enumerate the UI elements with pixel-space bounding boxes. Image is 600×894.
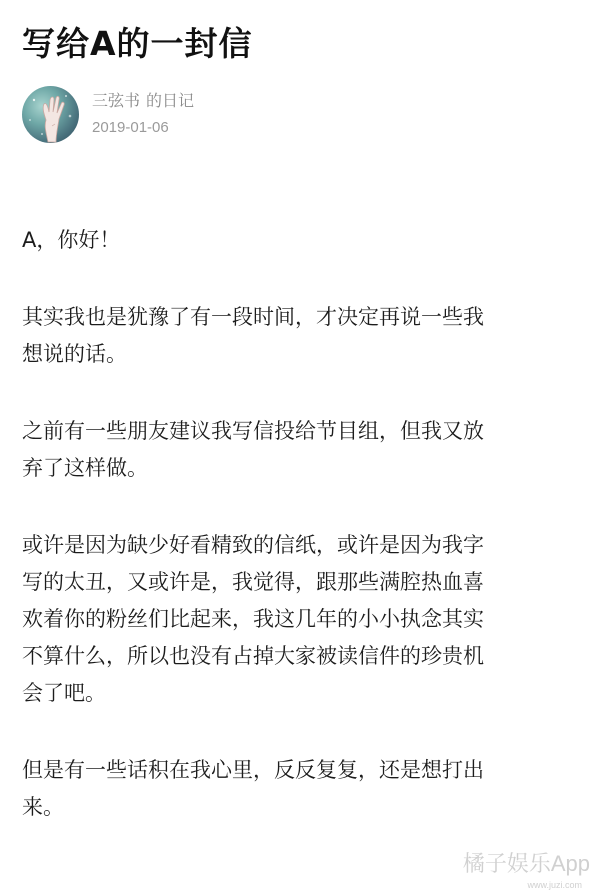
avatar[interactable] bbox=[22, 86, 79, 143]
article-paragraph bbox=[22, 527, 582, 712]
paragraph-line: 弃了这样做。 bbox=[22, 456, 148, 480]
hand-illustration-icon bbox=[22, 86, 79, 143]
publish-date: 2019-01-06 bbox=[92, 119, 169, 136]
article-paragraph bbox=[22, 413, 582, 487]
article-paragraph bbox=[22, 752, 582, 826]
author-meta bbox=[92, 90, 194, 138]
paragraph-line: 不算什么，所以也没有占掉大家被读信件的珍贵机 bbox=[22, 644, 484, 668]
paragraph-line: 或许是因为缺少好看精致的信纸，或许是因为我字 bbox=[22, 533, 484, 557]
paragraph-line: 其实我也是犹豫了有一段时间，才决定再说一些我 bbox=[22, 305, 484, 329]
paragraph-line: 会了吧。 bbox=[22, 681, 106, 705]
author-name[interactable]: 三弦书 bbox=[92, 91, 141, 110]
author-line bbox=[92, 90, 194, 112]
watermark-logo: 橘子娱乐App bbox=[462, 851, 590, 876]
paragraph-line: 但是有一些话积在我心里，反反复复，还是想打出 bbox=[22, 758, 484, 782]
paragraph-line: A，你好！ bbox=[22, 228, 121, 252]
article-body bbox=[22, 222, 582, 866]
article-title: 写给A的一封信 bbox=[22, 24, 253, 63]
paragraph-line: 之前有一些朋友建议我写信投给节目组，但我又放 bbox=[22, 419, 484, 443]
article-paragraph bbox=[22, 222, 582, 259]
author-diary-label: 的日记 bbox=[146, 91, 195, 110]
paragraph-line: 来。 bbox=[22, 795, 64, 819]
watermark-url: www.juzi.com bbox=[527, 880, 582, 890]
paragraph-line: 欢着你的粉丝们比起来，我这几年的小小执念其实 bbox=[22, 607, 484, 631]
article-paragraph bbox=[22, 299, 582, 373]
author-row bbox=[22, 86, 582, 144]
paragraph-line: 写的太丑，又或许是，我觉得，跟那些满腔热血喜 bbox=[22, 570, 484, 594]
paragraph-line: 想说的话。 bbox=[22, 342, 127, 366]
